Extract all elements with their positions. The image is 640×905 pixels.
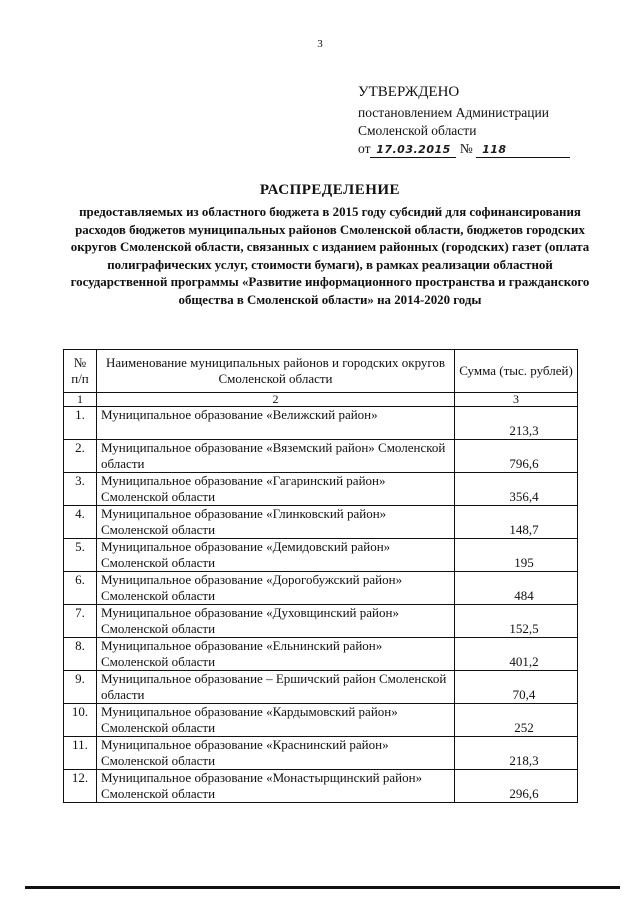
subsidy-amount: 484 (455, 572, 578, 605)
municipality-name: Муниципальное образование «Гагаринский район» Смоленской области (97, 473, 455, 506)
table-header-row (64, 350, 578, 393)
municipality-name: Муниципальное образование «Велижский район» (97, 407, 455, 440)
municipality-name: Муниципальное образование «Духовщинский район» Смоленской области (97, 605, 455, 638)
header-num: № п/п (64, 350, 97, 393)
row-number: 4. (64, 506, 97, 539)
municipality-name: Муниципальное образование «Кардымовский район» Смоленской области (97, 704, 455, 737)
date-prefix: от (358, 141, 371, 156)
subsidy-amount: 218,3 (455, 737, 578, 770)
table-row (64, 473, 578, 506)
column-index: 2 (97, 393, 455, 407)
table-row (64, 605, 578, 638)
row-number: 11. (64, 737, 97, 770)
subsidy-amount: 148,7 (455, 506, 578, 539)
distribution-table (63, 349, 578, 803)
subsidy-amount: 356,4 (455, 473, 578, 506)
municipality-name: Муниципальное образование «Дорогобужский район» Смоленской области (97, 572, 455, 605)
table-row (64, 770, 578, 803)
table-row (64, 671, 578, 704)
subsidy-amount: 296,6 (455, 770, 578, 803)
row-number: 7. (64, 605, 97, 638)
header-name: Наименование муниципальных районов и городских округов Смоленской области (97, 350, 455, 393)
table-row (64, 737, 578, 770)
row-number: 6. (64, 572, 97, 605)
row-number: 12. (64, 770, 97, 803)
table-row (64, 704, 578, 737)
approval-line-1: постановлением Администрации (358, 105, 549, 120)
subsidy-amount: 70,4 (455, 671, 578, 704)
subsidy-amount: 401,2 (455, 638, 578, 671)
table-row (64, 440, 578, 473)
approval-title: УТВЕРЖДЕНО (358, 84, 460, 100)
document-subtitle: предоставляемых из областного бюджета в 2015 году субсидий для софинансирования расходов бюджетов муниципальных районов Смоленской области, бюджетов городских округов Смоленской области, связанных с изданием районных (городских) газет (оплата полиграфических услуг, стоимости бумаги), в рамках реализации областной государственной программы «Развитие информационного пространства и гражданского общества в Смоленской области» на 2014-2020 годы (70, 205, 590, 307)
municipality-name: Муниципальное образование «Ельнинский район» Смоленской области (97, 638, 455, 671)
column-index-row (64, 393, 578, 407)
row-number: 1. (64, 407, 97, 440)
document-title: РАСПРЕДЕЛЕНИЕ (259, 182, 401, 198)
municipality-name: Муниципальное образование – Ершичский район Смоленской области (97, 671, 455, 704)
approval-line-2: Смоленской области (358, 123, 477, 138)
column-index: 3 (455, 393, 578, 407)
number-prefix: № (459, 141, 473, 156)
subsidy-amount: 152,5 (455, 605, 578, 638)
municipality-name: Муниципальное образование «Глинковский район» Смоленской области (97, 506, 455, 539)
row-number: 8. (64, 638, 97, 671)
table-row (64, 638, 578, 671)
municipality-name: Муниципальное образование «Монастырщинский район» Смоленской области (97, 770, 455, 803)
subsidy-amount: 252 (455, 704, 578, 737)
header-sum: Сумма (тыс. рублей) (455, 350, 578, 393)
row-number: 9. (64, 671, 97, 704)
approval-date-line (358, 140, 618, 158)
subsidy-amount: 195 (455, 539, 578, 572)
table-row (64, 572, 578, 605)
row-number: 5. (64, 539, 97, 572)
handwritten-date: 17.03.2015 (370, 142, 456, 158)
table-row (64, 407, 578, 440)
column-index: 1 (64, 393, 97, 407)
subsidy-amount: 213,3 (455, 407, 578, 440)
page-number: 3 (317, 38, 323, 50)
municipality-name: Муниципальное образование «Вяземский район» Смоленской области (97, 440, 455, 473)
row-number: 2. (64, 440, 97, 473)
approval-block (358, 82, 618, 158)
row-number: 3. (64, 473, 97, 506)
document-heading (60, 180, 600, 309)
municipality-name: Муниципальное образование «Краснинский район» Смоленской области (97, 737, 455, 770)
municipality-name: Муниципальное образование «Демидовский район» Смоленской области (97, 539, 455, 572)
scan-edge-bar (25, 886, 620, 889)
row-number: 10. (64, 704, 97, 737)
table-row (64, 539, 578, 572)
table-row (64, 506, 578, 539)
handwritten-number: 118 (476, 142, 570, 158)
subsidy-amount: 796,6 (455, 440, 578, 473)
